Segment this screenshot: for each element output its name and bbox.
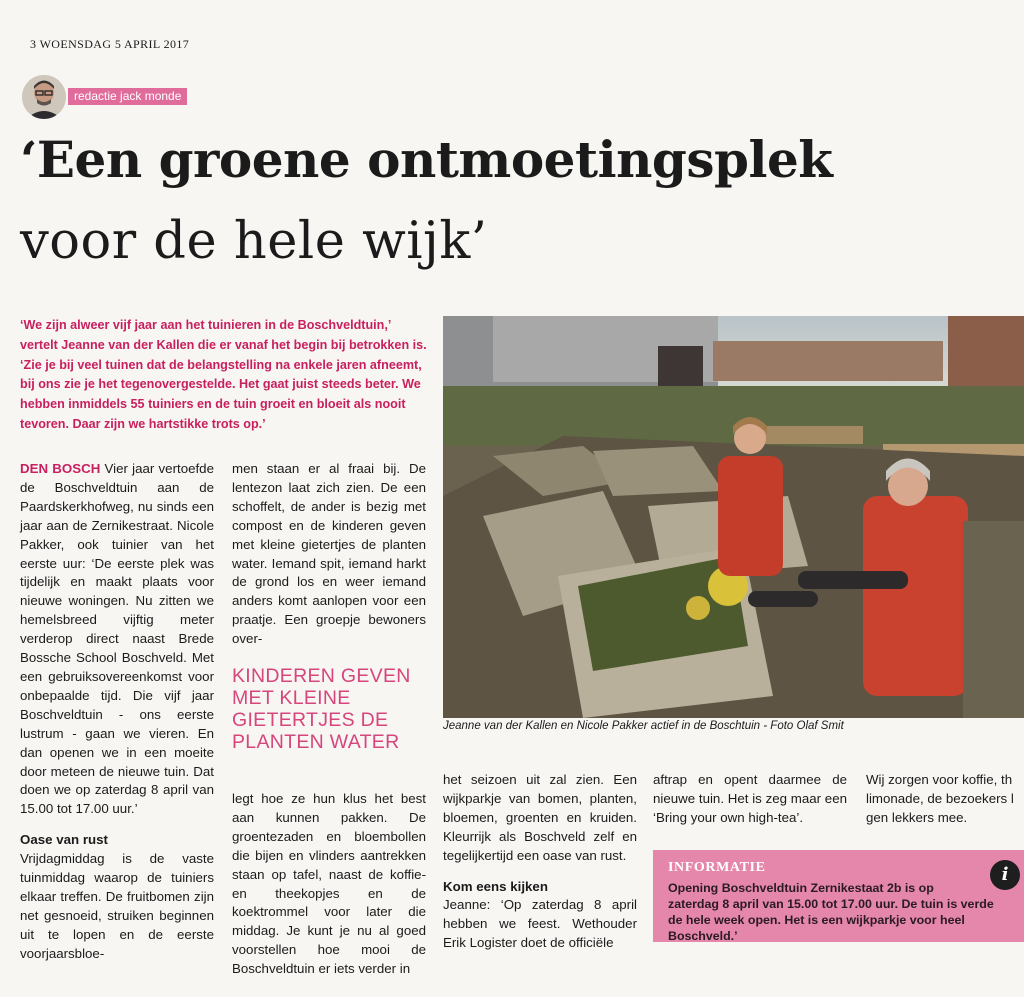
page-folio: 3 WOENSDAG 5 APRIL 2017: [30, 37, 190, 51]
lead-paragraph: ‘We zijn alweer vijf jaar aan het tuinieren in de Boschveldtuin,’ vertelt Jeanne van der Kallen die er vanaf het begin bij betrokken is. ‘Zie je bij veel tuinen dat de belangstelling na enkele jaren afneemt, bij ons zie je het tegenovergestelde. Het gaat juist steeds beter. We hebben inmiddels 55 tuiniers en de tuin groeit en bloeit als nooit tevoren. Daar zijn we hartstikke trots op.’: [20, 318, 427, 431]
pull-quote: KINDEREN GEVEN MET KLEINE GIETERTJES DE PLANTEN WATER: [232, 665, 411, 753]
body-paragraph: het seizoen uit zal zien. Een wijkparkje van bomen, planten, bloemen, groenten en kruiden. Kleurrijk als Boschveld zelf en tegelijkertijd een oase van rust.: [443, 772, 637, 863]
subheading: Kom eens kijken: [443, 878, 548, 894]
dateline: DEN BOSCH: [20, 461, 101, 476]
article-column-5: [866, 771, 1024, 828]
photo-caption: Jeanne van der Kallen en Nicole Pakker actief in de Boschtuin - Foto Olaf Smit: [443, 720, 844, 732]
info-box-text: [668, 880, 1024, 944]
info-box-title: INFORMATIE: [668, 860, 766, 875]
author-byline: redactie jack monde: [68, 88, 187, 105]
article-column-4: [653, 771, 847, 828]
body-line: gen lekkers mee.: [866, 809, 968, 825]
article-column-1: [20, 460, 214, 964]
headline-line-2: voor de hele wijk’: [20, 212, 488, 271]
garden-photo: [443, 316, 1024, 718]
body-paragraph: Vrijdagmiddag is de vaste tuinmiddag waarop de tuiniers elkaar treffen. De fruitbomen zijn net gesnoeid, struiken beginnen uit te lopen en de eerste voorjaarsbloe-: [20, 851, 214, 961]
article-column-3: [443, 771, 637, 953]
body-paragraph: Vier jaar vertoefde de Boschveldtuin aan de Paardskerkhofweg, nu sinds een jaar aan de Zernikestraat. Nicole Pakker, ook tuinier van het eerste uur: ‘De eerste plek was tijdelijk en maakt plaats voor nieuwe woningen. Nu zitten we hemelsbreed vijftig meter verderop direct naast Brede Bossche School Boschveld. Met een gebruiksovereenkomst voor onbepaalde tijd. Die vijf jaar Boschveldtuin - ons eerste lustrum - gaan we vieren. En dan openen we in een moeite door meteen de nieuwe tuin. Dat doen we op zaterdag 8 april van 15.00 tot 17.00 uur.’: [20, 461, 214, 817]
info-line: de hele week open. Het is een wijkparkje voor heel: [668, 913, 965, 927]
body-line: Wij zorgen voor koffie, th: [866, 772, 1013, 787]
body-line: limonade, de bezoekers l: [866, 790, 1014, 806]
article-column-2: [232, 460, 426, 649]
body-paragraph: legt hoe ze hun klus het best aan kunnen pakken. De groentezaden en bloembollen die bijen en vlinders aantrekken staan op tafel, naast de koffie- en theekopjes en de koektrommel voor later die middag. Je kunt je nu al goed voorstellen hoe mooi de Boschveldtuin er iets verder in: [232, 791, 426, 977]
info-icon: i: [990, 860, 1020, 890]
headline-line-1: ‘Een groene ontmoetingsplek: [20, 130, 833, 189]
author-avatar: [22, 75, 66, 119]
subheading: Oase van rust: [20, 832, 108, 848]
body-paragraph: Jeanne: ‘Op zaterdag 8 april hebben we feest. Wethouder Erik Logister doet de officiële: [443, 897, 637, 951]
article-column-2b: [232, 790, 426, 979]
body-paragraph: aftrap en opent daarmee de nieuwe tuin. Het is zeg maar een ‘Bring your own high-tea’.: [653, 772, 847, 825]
info-line: Boschveld.’: [668, 929, 738, 943]
body-paragraph: men staan er al fraai bij. De lentezon laat zich zien. De een schoffelt, de ander is bezig met compost en de kinderen geven met kleine gietertjes de planten water. Iemand spit, iemand harkt de grond los en weer iemand anders komt aanlopen voor een praatje. Een groepje bewoners over-: [232, 461, 426, 647]
info-line: Opening Boschveldtuin Zernikestaat 2b is op: [668, 881, 934, 895]
info-line: zaterdag 8 april van 15.00 tot 17.00 uur. De tuin is verde: [668, 897, 994, 911]
